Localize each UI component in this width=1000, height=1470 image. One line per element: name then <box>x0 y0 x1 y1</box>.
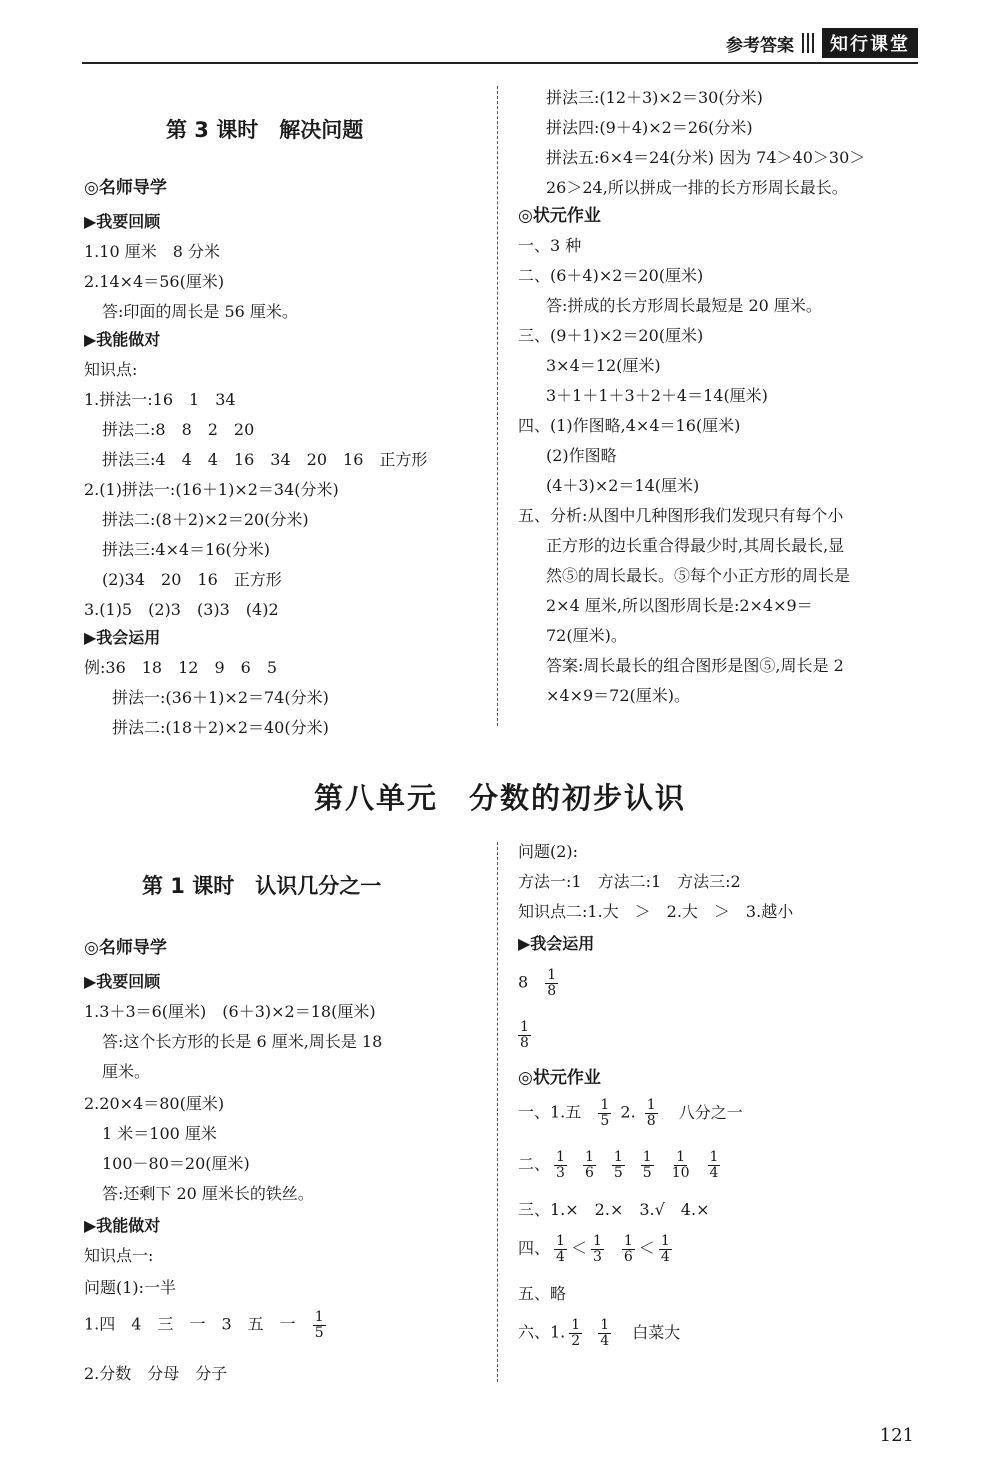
fraction: $\frac{1}{5}$ <box>600 1097 610 1129</box>
answer-text: 六、1. <box>518 1322 566 1342</box>
answer-line: 知识点二:1.大 ＞ 2.大 ＞ 3.越小 <box>518 902 794 921</box>
answer-line <box>518 1098 743 1128</box>
answer-line: 拼法一:(36＋1)×2＝74(分米) <box>112 688 329 707</box>
answer-line: 1.10 厘米 8 分米 <box>84 242 220 261</box>
answer-line: 拼法三:(12＋3)×2＝30(分米) <box>546 88 763 107</box>
answer-line: 五、分析:从图中几种图形我们发现只有每个小 <box>518 506 844 525</box>
lesson-title: 第 3 课时 解决问题 <box>166 118 364 142</box>
subsection-heading: ▶我会运用 <box>518 934 595 953</box>
fraction: $\frac{1}{8}$ <box>646 1097 656 1129</box>
answer-line: 然⑤的周长最长。⑤每个小正方形的周长是 <box>546 566 851 585</box>
answer-line <box>84 1310 330 1340</box>
unit-title: 第八单元 分数的初步认识 <box>313 781 686 815</box>
answer-line: 方法一:1 方法二:1 方法三:2 <box>518 872 741 891</box>
answer-line: 例:36 18 12 9 6 5 <box>84 658 278 677</box>
answer-line: 拼法二:(8＋2)×2＝20(分米) <box>102 510 309 529</box>
answer-text: 二、 <box>518 1154 551 1174</box>
answer-line: (4＋3)×2＝14(厘米) <box>546 476 700 495</box>
answer-text: 四、 <box>518 1238 551 1258</box>
answer-text: 一、1.五 <box>518 1102 582 1122</box>
answer-line: 拼法三:4 4 4 16 34 20 16 正方形 <box>102 450 428 469</box>
column-divider <box>497 842 498 1382</box>
fraction: $\frac{1}{6}$ <box>584 1149 594 1181</box>
less-than-sign: ＜ <box>638 1238 655 1258</box>
less-than-sign: ＜ <box>570 1238 587 1258</box>
answer-line: 知识点: <box>84 360 138 379</box>
answer-line: 3＋1＋1＋3＋2＋4＝14(厘米) <box>546 386 768 405</box>
answer-line <box>518 1318 680 1348</box>
answer-line: (2)34 20 16 正方形 <box>102 570 282 589</box>
answer-line: 1 米＝100 厘米 <box>102 1124 217 1143</box>
fraction: $\frac{1}{4}$ <box>600 1317 610 1349</box>
answer-line: 3×4＝12(厘米) <box>546 356 661 375</box>
answer-line: 72(厘米)。 <box>546 626 627 645</box>
answer-line: 2.14×4＝56(厘米) <box>84 272 225 291</box>
fraction: $\frac{1}{4}$ <box>556 1233 565 1265</box>
column-divider <box>497 86 498 726</box>
subsection-heading: ▶我能做对 <box>84 330 161 349</box>
answer-line: 答:拼成的长方形周长最短是 20 厘米。 <box>546 296 822 315</box>
top-right-column <box>518 88 918 728</box>
answer-line: 拼法五:6×4＝24(分米) 因为 74＞40＞30＞ <box>546 148 866 167</box>
fraction: $\frac{1}{2}$ <box>571 1317 581 1349</box>
answer-line: 问题(1):一半 <box>84 1278 177 1297</box>
section-heading: ◎状元作业 <box>518 1068 601 1088</box>
answer-line <box>518 1150 724 1180</box>
answer-line: 1.3＋3＝6(厘米) (6＋3)×2＝18(厘米) <box>84 1002 376 1021</box>
fraction: $\frac{1}{6}$ <box>623 1233 633 1265</box>
answer-line: 五、略 <box>518 1284 567 1303</box>
fraction: $\frac{1}{4}$ <box>660 1233 670 1265</box>
fraction: $\frac{1}{4}$ <box>709 1149 719 1181</box>
fraction: $\frac{1}{8}$ <box>520 1019 529 1051</box>
answer-line: 一、3 种 <box>518 236 582 255</box>
answer-line: 2×4 厘米,所以图形周长是:2×4×9＝ <box>546 596 813 615</box>
answer-line: 知识点一: <box>84 1246 154 1265</box>
subsection-heading: ▶我会运用 <box>84 628 161 647</box>
answer-line: 2.20×4＝80(厘米) <box>84 1094 225 1113</box>
answer-line: 拼法二:8 8 2 20 <box>102 420 255 439</box>
answer-line: 答:印面的周长是 56 厘米。 <box>102 302 298 321</box>
header-brand: 知行课堂 <box>822 28 918 58</box>
fraction: $\frac{1}{8}$ <box>547 967 557 999</box>
fraction: $\frac{1}{5}$ <box>613 1149 623 1181</box>
answer-text: 8 <box>518 972 529 992</box>
answer-line: 3.(1)5 (2)3 (3)3 (4)2 <box>84 600 279 619</box>
header-bars <box>802 33 814 53</box>
lesson-title: 第 1 课时 认识几分之一 <box>142 874 382 898</box>
header-right <box>726 28 918 58</box>
answer-line: 二、(6＋4)×2＝20(厘米) <box>518 266 704 285</box>
answer-line: 答:还剩下 20 厘米长的铁丝。 <box>102 1184 314 1203</box>
section-heading: ◎状元作业 <box>518 206 601 226</box>
fraction: $\frac{1}{3}$ <box>592 1233 602 1265</box>
answer-line <box>518 1020 535 1050</box>
answer-line: 26＞24,所以拼成一排的长方形周长最长。 <box>546 178 848 197</box>
answer-line: ×4×9＝72(厘米)。 <box>546 686 691 705</box>
answer-line: 100－80＝20(厘米) <box>102 1154 250 1173</box>
top-left-column <box>84 90 484 750</box>
answer-line: 答:这个长方形的长是 6 厘米,周长是 18 <box>102 1032 383 1051</box>
bottom-right-column <box>518 842 918 1362</box>
answer-line: 1.拼法一:16 1 34 <box>84 390 236 409</box>
answer-text: 八分之一 <box>678 1102 743 1122</box>
answer-line: 2.分数 分母 分子 <box>84 1364 228 1383</box>
subsection-heading: ▶我要回顾 <box>84 212 161 231</box>
answer-line: 拼法三:4×4＝16(分米) <box>102 540 271 559</box>
fraction: $\frac{1}{5}$ <box>642 1149 652 1181</box>
answer-line: 问题(2): <box>518 842 579 861</box>
section-heading: ◎名师导学 <box>84 178 167 198</box>
answer-line: 厘米。 <box>102 1062 151 1081</box>
answer-line: 三、1.× 2.× 3.√ 4.× <box>518 1200 710 1219</box>
answer-line: 四、(1)作图略,4×4＝16(厘米) <box>518 416 741 435</box>
answer-text: 白菜大 <box>632 1322 681 1342</box>
fraction: $\frac{1}{10}$ <box>671 1149 690 1181</box>
answer-line: 三、(9＋1)×2＝20(厘米) <box>518 326 704 345</box>
answer-line: 拼法二:(18＋2)×2＝40(分米) <box>112 718 329 737</box>
page-header <box>82 28 918 64</box>
fraction: $\frac{1}{3}$ <box>556 1149 565 1181</box>
answer-text: 2. <box>620 1102 636 1122</box>
answer-line: (2)作图略 <box>546 446 617 465</box>
answer-line: 正方形的边长重合得最少时,其周长最长,显 <box>546 536 845 555</box>
bottom-left-column <box>84 848 484 1398</box>
answer-line: 2.(1)拼法一:(16＋1)×2＝34(分米) <box>84 480 339 499</box>
subsection-heading: ▶我能做对 <box>84 1216 161 1235</box>
subsection-heading: ▶我要回顾 <box>84 972 161 991</box>
answer-line <box>518 1234 676 1264</box>
page-number: 121 <box>879 1425 914 1446</box>
section-heading: ◎名师导学 <box>84 938 167 958</box>
answer-line <box>518 968 562 998</box>
answer-text: 1.四 4 三 一 3 五 一 <box>84 1314 296 1334</box>
header-ref-label: 参考答案 <box>726 35 794 56</box>
answer-line: 答案:周长最长的组合图形是图⑤,周长是 2 <box>546 656 844 675</box>
answer-line: 拼法四:(9＋4)×2＝26(分米) <box>546 118 753 137</box>
fraction: $\frac{1}{5}$ <box>314 1309 324 1341</box>
